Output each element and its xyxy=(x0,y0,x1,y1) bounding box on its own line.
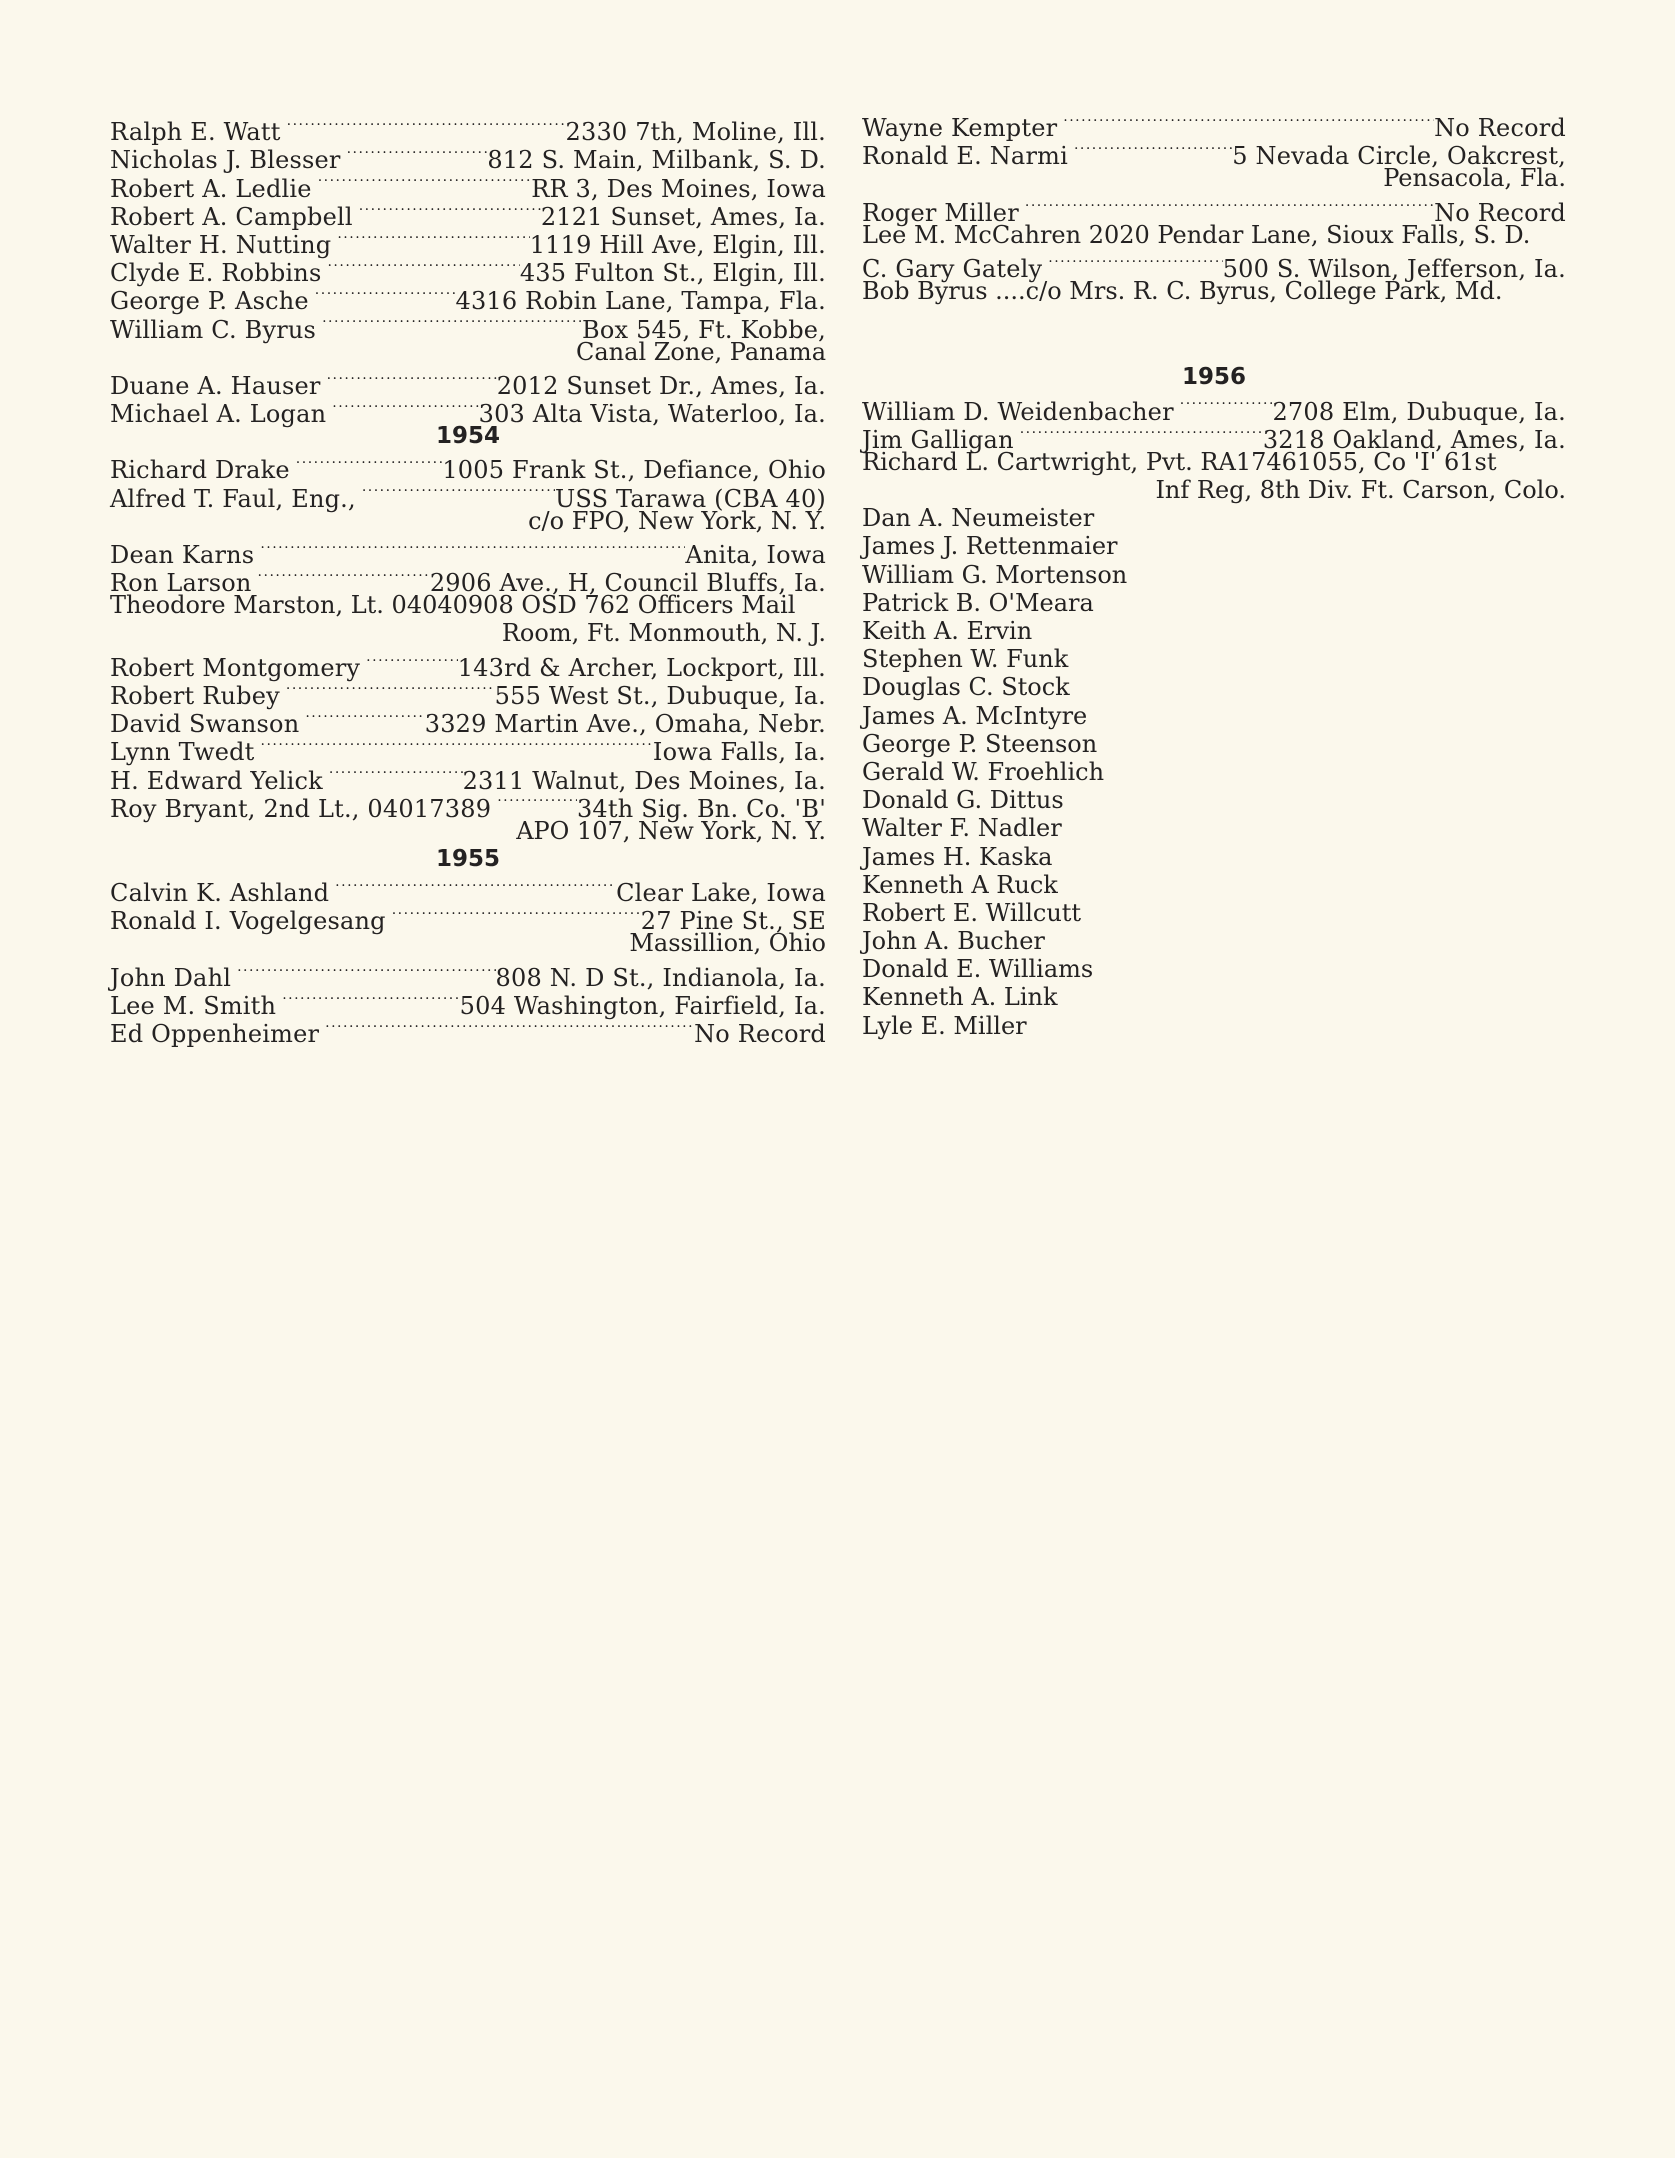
entry-address: 2906 Ave., H, Council Bluffs, Ia. xyxy=(429,569,826,598)
entry-address: Box 545, Ft. Kobbe, xyxy=(582,315,826,344)
entry-address: 555 West St., Dubuque, Ia. xyxy=(494,681,826,710)
entry-line xyxy=(862,221,1566,249)
leader-dots xyxy=(1180,392,1273,420)
leader-dots xyxy=(325,1014,694,1042)
entry-address: No Record xyxy=(1434,198,1566,227)
entry-line xyxy=(110,112,826,147)
entry-address: 27 Pine St., SE xyxy=(640,907,826,936)
entry-address: 143rd & Archer, Lockport, Ill. xyxy=(457,653,826,682)
entry-name: Robert Rubey xyxy=(110,681,280,710)
leader-dots xyxy=(329,760,463,788)
entry-address: Iowa Falls, Ia. xyxy=(652,738,826,767)
entry-address: No Record xyxy=(1434,114,1566,143)
section-spacer xyxy=(862,334,1566,363)
left-column xyxy=(110,112,826,1049)
entry-name: Richard Drake xyxy=(110,456,290,485)
leader-dots xyxy=(337,225,529,253)
entry-address-continued: Pensacola, Fla. xyxy=(1383,164,1566,193)
entry-address: 2012 Sunset Dr., Ames, Ia. xyxy=(496,371,826,400)
name-list-item: Donald G. Dittus xyxy=(862,786,1064,815)
entry-name: William C. Byrus xyxy=(110,315,317,344)
leader-dots xyxy=(322,309,582,337)
year-heading-1956: 1956 xyxy=(1181,364,1246,391)
entry-name: David Swanson xyxy=(110,710,300,739)
entry-name: C. Gary Gately xyxy=(862,255,1043,284)
name-list-item: James J. Rettenmaier xyxy=(862,532,1118,561)
entry-name: Wayne Kempter xyxy=(862,114,1058,143)
leader-dots xyxy=(327,366,497,394)
name-list-item: Stephen W. Funk xyxy=(862,645,1069,674)
entry-address: Clear Lake, Iowa xyxy=(616,879,826,908)
leader-dots xyxy=(1074,136,1232,164)
leader-dots xyxy=(359,197,541,225)
name-list-item: Gerald W. Froehlich xyxy=(862,757,1105,786)
entry-address: 504 Washington, Fairfield, Ia. xyxy=(459,992,826,1020)
name-list-item: Keith A. Ervin xyxy=(862,617,1033,645)
entry-address: 2121 Sunset, Ames, Ia. xyxy=(540,202,826,231)
leader-dots xyxy=(237,958,495,986)
entry-address: 812 S. Main, Milbank, S. D. xyxy=(487,146,826,175)
entry-line xyxy=(110,648,826,682)
name-list-item: Walter F. Nadler xyxy=(862,814,1062,843)
entry-address: 2708 Elm, Dubuque, Ia. xyxy=(1272,397,1566,426)
leader-dots xyxy=(282,986,459,1014)
entry-line xyxy=(862,448,1566,476)
entry-address: 500 S. Wilson, Jefferson, Ia. xyxy=(1222,255,1566,284)
entry-name: Ronald I. Vogelgesang xyxy=(110,907,386,936)
name-list-item: James A. McIntyre xyxy=(862,701,1088,730)
name-list-item: Robert E. Willcutt xyxy=(862,898,1082,927)
leader-dots xyxy=(327,253,519,281)
entry-name: Lynn Twedt xyxy=(110,738,255,767)
leader-dots xyxy=(260,535,685,563)
entry-address: 2311 Walnut, Des Moines, Ia. xyxy=(462,766,826,795)
entry-line xyxy=(110,535,826,569)
entry-name: Roy Bryant, 2nd Lt., 04017389 xyxy=(110,794,492,823)
entry-name: George P. Asche xyxy=(110,287,309,316)
entry-name: Robert A. Campbell xyxy=(110,202,353,231)
entry-address: No Record xyxy=(694,1020,826,1049)
leader-dots xyxy=(305,704,424,732)
leader-dots xyxy=(1020,420,1263,448)
entry-name: Walter H. Nutting xyxy=(110,230,332,259)
entry-address: 808 N. D St., Indianola, Ia. xyxy=(495,963,826,992)
entry-line xyxy=(110,873,826,908)
leader-dots xyxy=(1025,193,1434,221)
leader-dots xyxy=(497,789,577,817)
entry-full-text: Theodore Marston, Lt. 04040908 OSD 762 Officers Mail xyxy=(110,591,796,620)
entry-name: William D. Weidenbacher xyxy=(862,397,1174,426)
name-list-item: Kenneth A Ruck xyxy=(862,870,1058,899)
entry-line xyxy=(110,366,826,400)
entry-address: Anita, Iowa xyxy=(685,541,826,569)
entry-address: 34th Sig. Bn. Co. 'B' xyxy=(576,794,826,823)
leader-dots xyxy=(347,140,488,168)
entry-address: RR 3, Des Moines, Iowa xyxy=(531,174,826,203)
entry-line xyxy=(862,277,1566,305)
leader-dots xyxy=(1048,249,1222,277)
entry-name: Lee M. Smith xyxy=(110,992,277,1020)
entry-name: Calvin K. Ashland xyxy=(110,879,330,908)
entry-name: H. Edward Yelick xyxy=(110,766,323,795)
entry-name: Duane A. Hauser xyxy=(110,371,321,400)
entry-address-continued: c/o FPO, New York, N. Y. xyxy=(528,506,826,535)
name-list-item: Patrick B. O'Meara xyxy=(862,588,1094,617)
entry-name: Ralph E. Watt xyxy=(110,118,281,147)
name-list-item: Douglas C. Stock xyxy=(862,673,1070,702)
entry-address: 1119 Hill Ave, Elgin, Ill. xyxy=(529,230,826,259)
entry-line xyxy=(110,450,826,485)
entry-name: Ronald E. Narmi xyxy=(862,142,1068,171)
leader-dots xyxy=(258,563,430,591)
entry-address: USS Tarawa (CBA 40) xyxy=(554,484,826,513)
entry-address: 5 Nevada Circle, Oakcrest, xyxy=(1232,142,1566,171)
entry-full-text: Richard L. Cartwright, Pvt. RA17461055, Co 'I' 61st xyxy=(862,447,1497,476)
entry-address-continued: Room, Ft. Monmouth, N. J. xyxy=(501,619,826,648)
entry-name: Ron Larson xyxy=(110,569,252,598)
right-column xyxy=(862,108,1566,1040)
name-list-item: William G. Mortenson xyxy=(862,560,1128,589)
name-list-item: Kenneth A. Link xyxy=(862,983,1058,1012)
name-list-item: George P. Steenson xyxy=(862,729,1098,758)
entry-address-continued: Massillion, Ohio xyxy=(629,929,826,958)
leader-dots xyxy=(335,873,616,901)
entry-address: 3329 Martin Ave., Omaha, Nebr. xyxy=(424,710,826,739)
section-spacer xyxy=(862,305,1566,334)
entry-name: John Dahl xyxy=(110,963,232,992)
entry-address: 1005 Frank St., Defiance, Ohio xyxy=(442,456,826,485)
entry-address: 2330 7th, Moline, Ill. xyxy=(565,118,826,147)
name-list-item: Donald E. Williams xyxy=(862,955,1094,984)
entry-line xyxy=(862,108,1566,143)
leader-dots xyxy=(318,168,532,196)
entry-address: 435 Fulton St., Elgin, Ill. xyxy=(519,259,826,288)
entry-name: Clyde E. Robbins xyxy=(110,259,322,288)
leader-dots xyxy=(362,478,555,506)
entry-full-text: Lee M. McCahren 2020 Pendar Lane, Sioux Falls, S. D. xyxy=(862,220,1531,249)
entry-name: Robert Montgomery xyxy=(110,653,361,682)
leader-dots xyxy=(332,394,478,422)
entry-name: Alfred T. Faul, Eng., xyxy=(110,484,356,513)
entry-name: Ed Oppenheimer xyxy=(110,1020,320,1049)
entry-name: Roger Miller xyxy=(862,198,1019,227)
entry-line xyxy=(862,249,1566,284)
leader-dots xyxy=(261,732,653,760)
leader-dots xyxy=(366,648,458,676)
leader-dots xyxy=(315,281,456,309)
entry-address: 4316 Robin Lane, Tampa, Fla. xyxy=(455,287,826,316)
entry-line xyxy=(862,193,1566,227)
entry-address-continued: APO 107, New York, N. Y. xyxy=(516,816,826,845)
name-list-item: John A. Bucher xyxy=(862,927,1045,956)
entry-name: Nicholas J. Blesser xyxy=(110,146,341,175)
year-heading-1954: 1954 xyxy=(435,423,500,450)
entry-name: Jim Galligan xyxy=(862,425,1014,454)
entry-line xyxy=(110,591,826,619)
entry-line xyxy=(862,392,1566,426)
name-list-item: Lyle E. Miller xyxy=(862,1011,1027,1040)
entry-address: 3218 Oakland, Ames, Ia. xyxy=(1262,425,1566,454)
entry-line xyxy=(110,958,826,992)
leader-dots xyxy=(392,901,641,929)
leader-dots xyxy=(296,450,443,478)
leader-dots xyxy=(287,112,566,140)
leader-dots xyxy=(286,676,495,704)
entry-name: Michael A. Logan xyxy=(110,400,327,429)
entry-address-continued: Inf Reg, 8th Div. Ft. Carson, Colo. xyxy=(1155,476,1566,505)
entry-name: Dean Karns xyxy=(110,541,255,569)
entry-name: Robert A. Ledlie xyxy=(110,174,312,203)
entry-address-continued: Canal Zone, Panama xyxy=(576,337,826,366)
entry-address: 303 Alta Vista, Waterloo, Ia. xyxy=(478,400,826,429)
leader-dots xyxy=(1063,108,1434,136)
name-list-item: James H. Kaska xyxy=(862,842,1053,871)
name-list-item: Dan A. Neumeister xyxy=(862,504,1095,533)
entry-full-text: Bob Byrus ....c/o Mrs. R. C. Byrus, College Park, Md. xyxy=(862,277,1503,306)
year-heading-1955: 1955 xyxy=(435,845,500,872)
